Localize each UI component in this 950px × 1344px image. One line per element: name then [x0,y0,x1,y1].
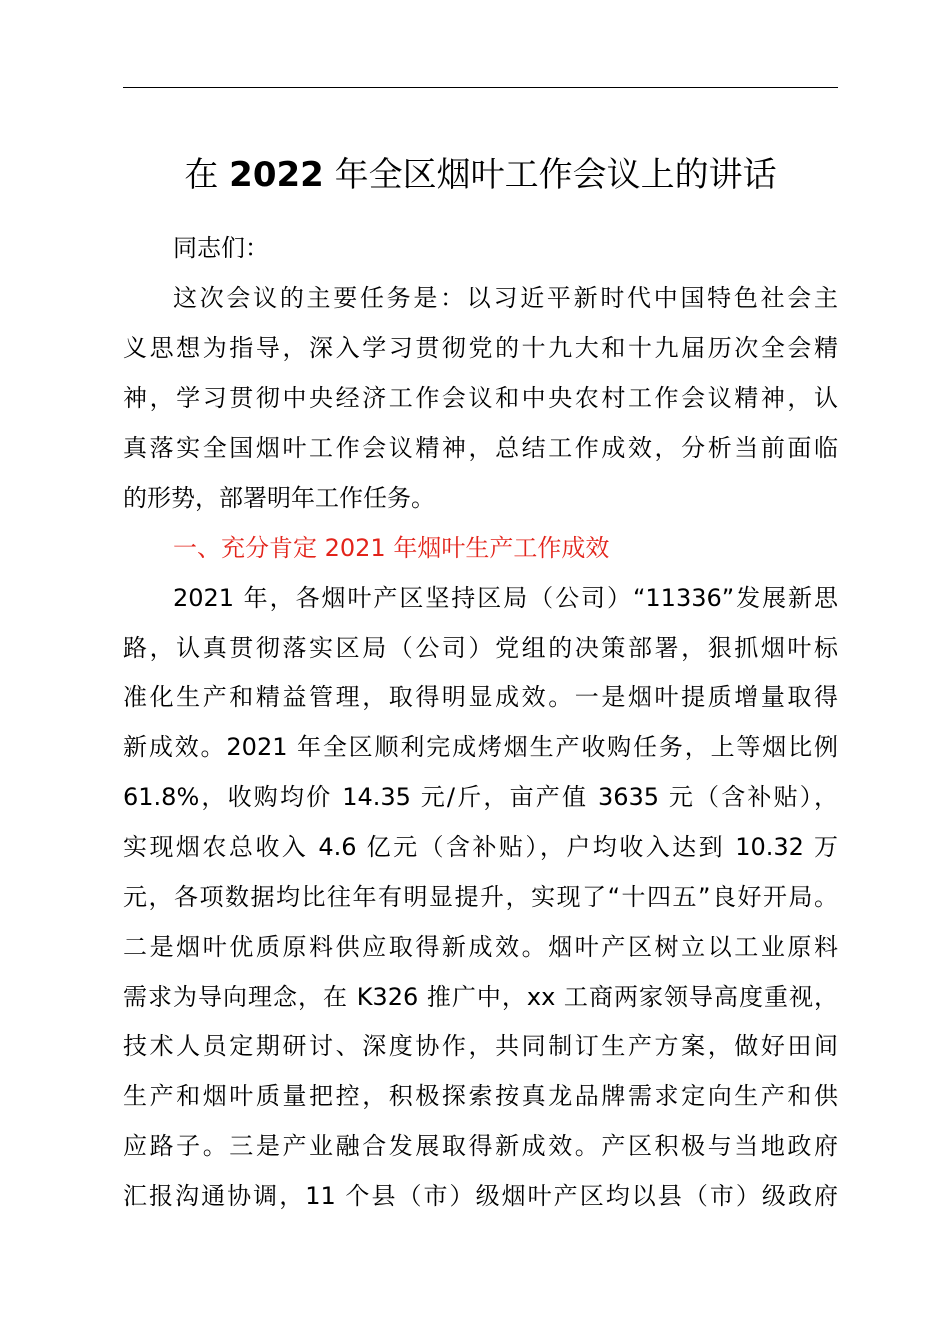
title-suffix: 年全区烟叶工作会议上的讲话 [334,155,777,195]
paragraph-line: 真落实全国烟叶工作会议精神，总结工作成效，分析当前面临 [123,434,838,462]
salutation: 同志们： [173,234,269,262]
paragraph-line: 神，学习贯彻中央经济工作会议和中央农村工作会议精神，认 [123,384,838,412]
paragraph-line: 这次会议的主要任务是：以习近平新时代中国特色社会主 [173,284,838,312]
page-title [123,150,838,200]
paragraph-line: 二是烟叶优质原料供应取得新成效。烟叶产区树立以工业原料 [123,933,838,961]
paragraph-line: 元，各项数据均比往年有明显提升，实现了“十四五”良好开局。 [123,883,838,911]
title-prefix: 在 [184,155,219,195]
paragraph-line: 技术人员定期研讨、深度协作，共同制订生产方案，做好田间 [123,1032,838,1060]
paragraph-line: 义思想为指导，深入学习贯彻党的十九大和十九届历次全会精 [123,334,838,362]
paragraph-line: 路，认真贯彻落实区局（公司）党组的决策部署，狠抓烟叶标 [123,634,838,662]
paragraph-line: 应路子。三是产业融合发展取得新成效。产区积极与当地政府 [123,1132,838,1160]
paragraph-line: 2021 年，各烟叶产区坚持区局（公司）“11336”发展新思 [173,584,838,612]
header-rule [123,87,838,88]
paragraph-line: 生产和烟叶质量把控，积极探索按真龙品牌需求定向生产和供 [123,1082,838,1110]
paragraph-line: 新成效。2021 年全区顺利完成烤烟生产收购任务，上等烟比例 [123,733,838,761]
paragraph-line: 实现烟农总收入 4.6 亿元（含补贴），户均收入达到 10.32 万 [123,833,838,861]
paragraph-line: 汇报沟通协调，11 个县（市）级烟叶产区均以县（市）级政府 [123,1182,838,1210]
paragraph-line: 准化生产和精益管理，取得明显成效。一是烟叶提质增量取得 [123,683,838,711]
paragraph-line: 61.8%，收购均价 14.35 元/斤，亩产值 3635 元（含补贴）， [123,783,838,811]
paragraph-line: 需求为导向理念，在 K326 推广中，xx 工商两家领导高度重视， [123,983,838,1011]
title-year: 2022 [229,155,324,195]
section-heading: 一、充分肯定 2021 年烟叶生产工作成效 [173,534,610,562]
paragraph-line: 的形势，部署明年工作任务。 [123,484,435,512]
